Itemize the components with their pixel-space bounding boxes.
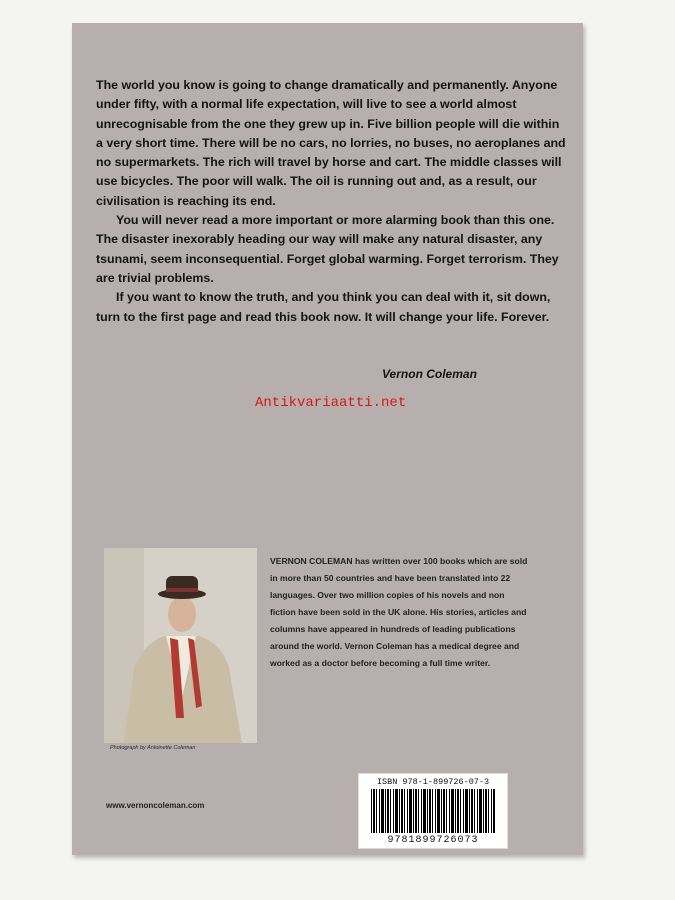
barcode-bars [371, 789, 495, 833]
blurb-text [96, 76, 566, 327]
book-back-cover [72, 23, 583, 855]
isbn-label: ISBN 978-1-899726-07-3 [376, 777, 490, 787]
barcode-digits: 9781899726073 [387, 835, 479, 846]
website-url: www.vernoncoleman.com [106, 801, 205, 810]
author-signature: Vernon Coleman [382, 367, 477, 381]
blurb-paragraph-2: You will never read a more important or more alarming book than this one. The disaster inexorably heading our way will make any natural disaster, any tsunami, seem inconsequential. Forget global warming. Forget terrorism. They are trivial problems. [96, 213, 559, 285]
author-photo [104, 548, 257, 743]
author-bio: VERNON COLEMAN has written over 100 books which are sold in more than 50 countries and have been translated into 22 languages. Over two million copies of his novels and non fiction have been sold in the UK alone. His stories, articles and columns have appeared in hundreds of leading publications around the world. Vernon Coleman has a medical degree and worked as a doctor before becoming a full time writer. [270, 556, 528, 668]
watermark-stamp: Antikvariaatti.net [255, 395, 407, 411]
isbn-barcode [358, 773, 508, 849]
photo-caption: Photograph by Antoinette Coleman [110, 745, 196, 751]
blurb-paragraph-1: The world you know is going to change dramatically and permanently. Anyone under fifty, with a normal life expectation, will live to see a world almost unrecognisable from the one they grew up in. Five billion people will die within a very short time. There will be no cars, no lorries, no buses, no aeroplanes and no supermarkets. The rich will travel by horse and cart. The middle classes will use bicycles. The poor will walk. The oil is running out and, as a result, our civilisation is reaching its end. [96, 78, 566, 208]
author-figure-icon [104, 548, 257, 743]
blurb-paragraph-3: If you want to know the truth, and you think you can deal with it, sit down, turn to the first page and read this book now. It will change your life. Forever. [96, 290, 551, 324]
